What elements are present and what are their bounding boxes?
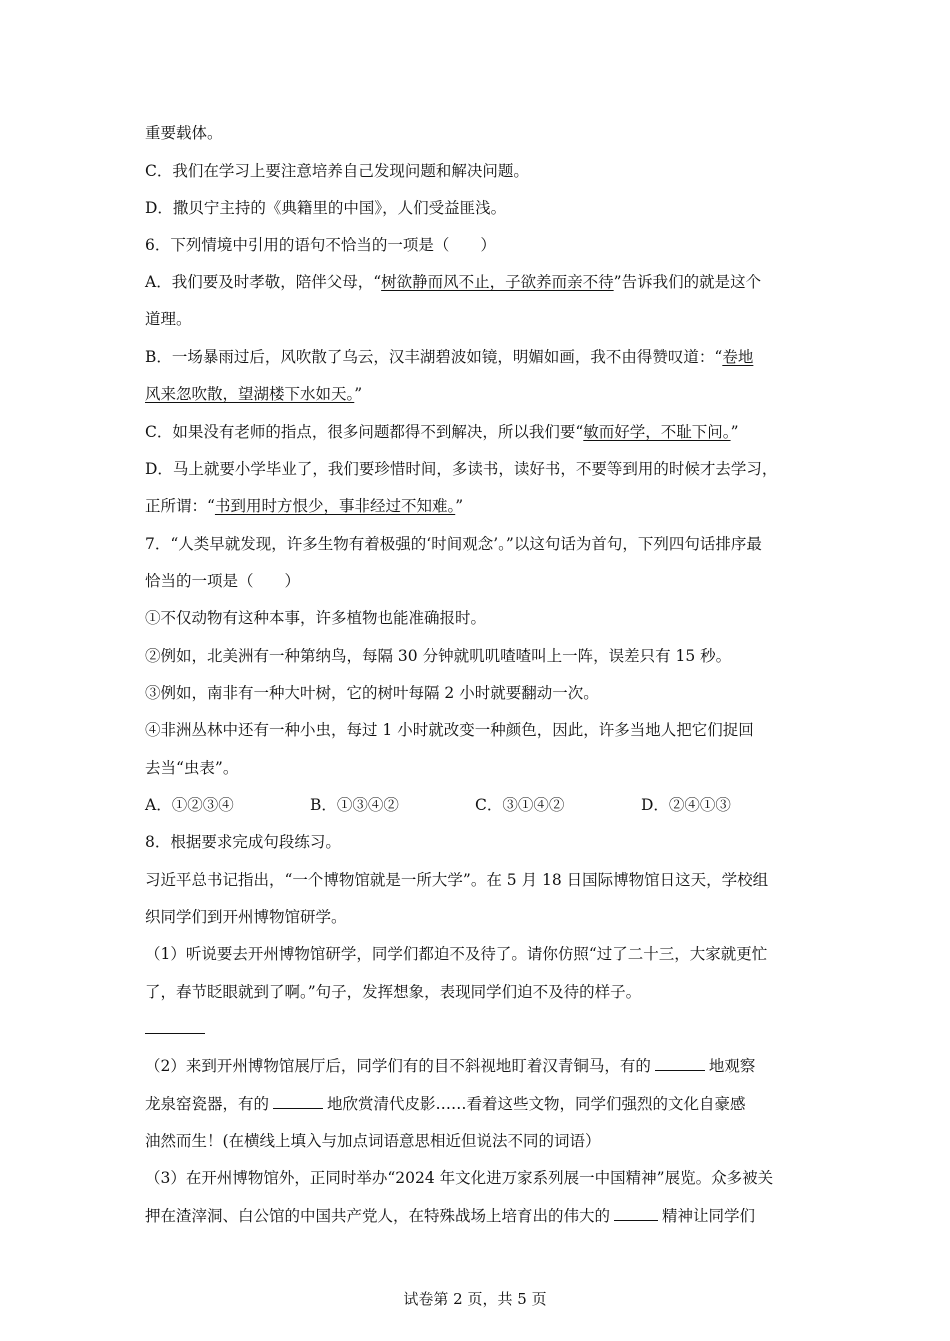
answer-blank[interactable]: [145, 1018, 205, 1034]
text-line: [145, 1093, 815, 1115]
text-line: 去当“虫表”。: [145, 759, 239, 777]
quote-underlined: 书到用时方恨少，事非经过不知难。: [214, 497, 456, 515]
sub-question-3: （3）在开州博物馆外，正同时举办“2024 年文化进万家系列展一中国精神”展览。众多被关: [145, 1169, 774, 1187]
passage-line: 织同学们到开州博物馆研学。: [145, 908, 347, 926]
answer-blank[interactable]: [655, 1055, 705, 1071]
text-segment: 正所谓：“: [145, 497, 215, 515]
text-line: 了，春节眨眼就到了啊。”句子，发挥想象，表现同学们迫不及待的样子。: [145, 983, 642, 1001]
question-6-stem: 6．下列情境中引用的语句不恰当的一项是（ ）: [145, 236, 496, 254]
text-segment: A．我们要及时孝敬，陪伴父母，“: [145, 273, 382, 291]
option-c: C．③①④②: [475, 796, 565, 814]
question-6-option-c: [145, 421, 815, 443]
sentence-4: ④非洲丛林中还有一种小虫，每过 1 小时就改变一种颜色，因此，许多当地人把它们捉回: [145, 721, 754, 739]
passage-line: 习近平总书记指出，“一个博物馆就是一所大学”。在 5 月 18 日国际博物馆日这天，学校组: [145, 871, 769, 889]
text-line: 重要载体。: [145, 124, 223, 142]
sub-question-1: （1）听说要去开州博物馆研学，同学们都迫不及待了。请你仿照“过了二十三，大家就更忙: [145, 945, 768, 963]
text-segment: （2）来到开州博物馆展厅后，同学们有的目不斜视地盯着汉青铜马，有的: [145, 1057, 651, 1075]
option-a: A．①②③④: [145, 796, 234, 814]
page-footer: 试卷第 2 页，共 5 页: [403, 1290, 547, 1308]
text-line: [145, 1205, 815, 1227]
text-segment: 精神让同学们: [662, 1207, 756, 1225]
answer-blank[interactable]: [614, 1205, 658, 1221]
sentence-2: ②例如，北美洲有一种第纳鸟，每隔 30 分钟就叽叽喳喳叫上一阵，误差只有 15 秒。: [145, 647, 732, 665]
question-6-option-d: D．马上就要小学毕业了，我们要珍惜时间，多读书，读好书，不要等到用的时候才去学习，: [145, 460, 778, 478]
answer-blank[interactable]: [273, 1093, 323, 1109]
quote-underlined: 卷地: [722, 348, 754, 366]
question-5-option-c: C．我们在学习上要注意培养自己发现问题和解决问题。: [145, 162, 529, 180]
text-line: [145, 495, 815, 517]
text-line: 油然而生！(在横线上填入与加点词语意思相近但说法不同的词语）: [145, 1132, 601, 1150]
quote-underlined: 树欲静而风不止，子欲养而亲不待: [381, 273, 614, 291]
text-segment: 地观察: [708, 1057, 756, 1075]
text-segment: ”: [455, 497, 464, 515]
question-6-option-a: [145, 271, 815, 293]
question-5-option-d: D．撒贝宁主持的《典籍里的中国》，人们受益匪浅。: [145, 199, 507, 217]
question-8-stem: 8．根据要求完成句段练习。: [145, 833, 341, 851]
question-6-option-b: [145, 346, 815, 368]
text-segment: 龙泉窑瓷器，有的: [145, 1095, 270, 1113]
quote-underlined: 敏而好学，不耻下问。: [583, 423, 731, 441]
text-line: [145, 383, 815, 405]
text-segment: B．一场暴雨过后，风吹散了乌云，汉丰湖碧波如镜，明媚如画，我不由得赞叹道：“: [145, 348, 723, 366]
text-segment: ”告诉我们的就是这个: [613, 273, 762, 291]
question-7-stem: 7．“人类早就发现，许多生物有着极强的‘时间观念’。”以这句话为首句，下列四句话排序最: [145, 535, 762, 553]
answer-line: [145, 1018, 815, 1040]
text-segment: 押在渣滓洞、白公馆的中国共产党人，在特殊战场上培育出的伟大的: [145, 1207, 611, 1225]
question-7-options: [145, 794, 815, 816]
option-b: B．①③④②: [310, 796, 399, 814]
text-segment: 地欣赏清代皮影……看着这些文物，同学们强烈的文化自豪感: [327, 1095, 746, 1113]
option-d: D．②④①③: [641, 796, 731, 814]
sentence-3: ③例如，南非有一种大叶树，它的树叶每隔 2 小时就要翻动一次。: [145, 684, 599, 702]
quote-underlined: 风来忽吹散，望湖楼下水如天。: [145, 385, 355, 403]
text-line: 恰当的一项是（ ）: [145, 572, 301, 590]
text-line: 道理。: [145, 310, 192, 328]
text-segment: C．如果没有老师的指点，很多问题都得不到解决，所以我们要“: [145, 423, 584, 441]
text-segment: ”: [730, 423, 739, 441]
sentence-1: ①不仅动物有这种本事，许多植物也能准确报时。: [145, 609, 487, 627]
sub-question-2: [145, 1055, 815, 1077]
text-segment: ”: [354, 385, 363, 403]
